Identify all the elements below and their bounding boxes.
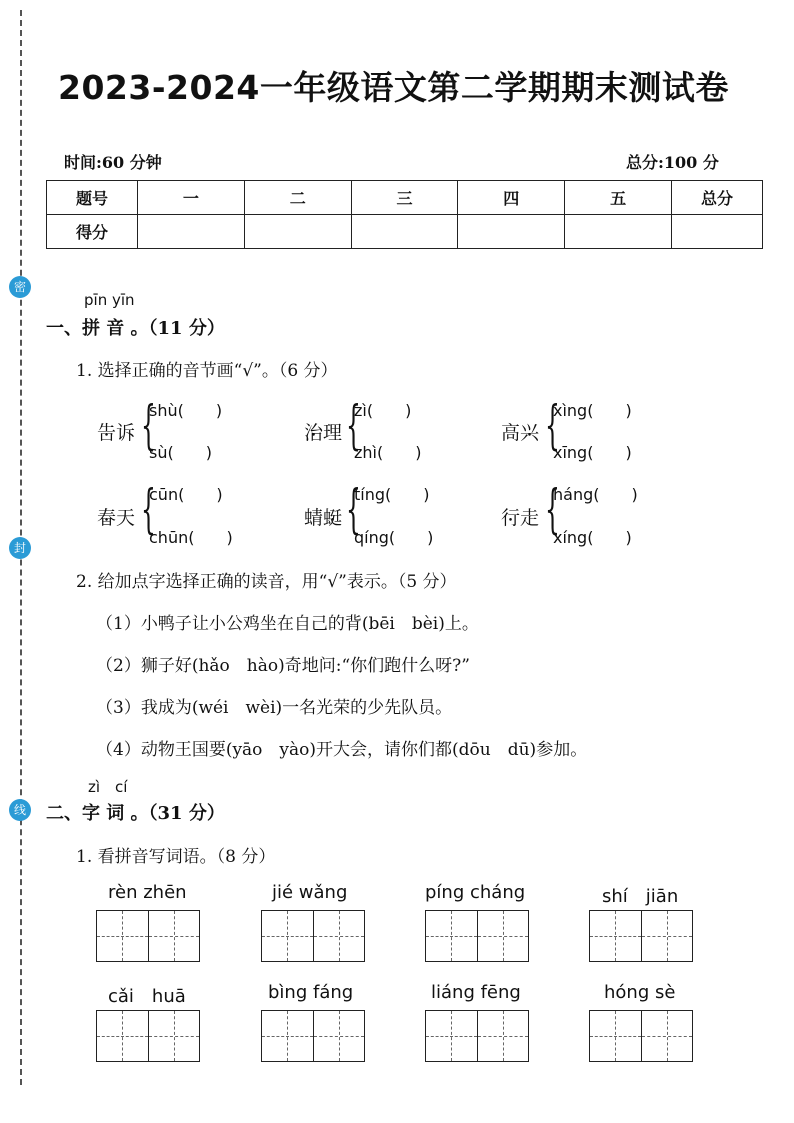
section1-ruby: pīn yīn — [84, 291, 135, 309]
pinyin-prompt: jié wǎng — [272, 882, 348, 903]
pinyin-option[interactable]: qíng( ) — [354, 528, 434, 547]
pinyin-prompt: píng cháng — [425, 882, 526, 903]
pinyin-prompt: hóng sè — [604, 982, 676, 1003]
score-header-cell: 题号 — [47, 181, 138, 215]
score-header-cell: 四 — [458, 181, 565, 215]
sentence-item[interactable]: （3）我成为(wéi wèi)一名光荣的少先队员。 — [96, 698, 453, 718]
brace-symbol: { — [346, 396, 361, 456]
writing-grid[interactable] — [589, 1010, 693, 1062]
seal-mark-mi: 密 — [9, 276, 31, 298]
pinyin-option[interactable]: xīng( ) — [553, 443, 632, 462]
brace-symbol: { — [346, 480, 361, 540]
choice-word: 高兴 • — [501, 418, 539, 445]
pinyin-option[interactable]: xìng( ) — [553, 401, 632, 420]
writing-grid[interactable] — [589, 910, 693, 962]
score-header-cell: 五 — [565, 181, 672, 215]
pinyin-prompt: cǎi huā — [108, 986, 186, 1007]
sentence-item[interactable]: （1）小鸭子让小公鸡坐在自己的背(bēi bèi)上。 — [96, 614, 479, 634]
writing-grid[interactable] — [425, 910, 529, 962]
seal-mark-xian: 线 — [9, 799, 31, 821]
section2-heading: 二、字 词 。（31 分） — [46, 803, 225, 824]
sentence-item[interactable]: （2）狮子好(hǎo hào)奇地问:“你们跑什么呀?” — [96, 656, 470, 676]
score-table — [46, 180, 763, 249]
brace-symbol: { — [141, 396, 156, 456]
pinyin-option[interactable]: tíng( ) — [354, 485, 430, 504]
writing-grid[interactable] — [425, 1010, 529, 1062]
writing-grid[interactable] — [96, 910, 200, 962]
choice-word: 蜻蜓 • — [304, 503, 342, 530]
score-row-label: 得分 — [47, 215, 138, 249]
choice-word: 治 •理 — [304, 418, 342, 445]
pinyin-option[interactable]: cūn( ) — [149, 485, 223, 504]
pinyin-prompt: bìng fáng — [268, 982, 354, 1003]
brace-symbol: { — [545, 480, 560, 540]
score-input-cell[interactable] — [565, 215, 672, 249]
section2-q1: 1. 看拼音写词语。（8 分） — [76, 847, 276, 867]
score-header-cell: 总分 — [672, 181, 763, 215]
pinyin-prompt: rèn zhēn — [108, 882, 187, 903]
choice-word: 春 •天 — [97, 503, 135, 530]
exam-time: 时间:60 分钟 — [64, 153, 162, 172]
section1-q2: 2. 给加点字选择正确的读音，用“√”表示。（5 分） — [76, 572, 457, 592]
pinyin-option[interactable]: sù( ) — [149, 443, 212, 462]
exam-total: 总分:100 分 — [626, 153, 719, 172]
brace-symbol: { — [545, 396, 560, 456]
score-table-row — [47, 215, 763, 249]
pinyin-option[interactable]: zhì( ) — [354, 443, 422, 462]
score-input-cell[interactable] — [672, 215, 763, 249]
seal-mark-feng: 封 — [9, 537, 31, 559]
pinyin-option[interactable]: zì( ) — [354, 401, 412, 420]
score-input-cell[interactable] — [458, 215, 565, 249]
page-title: 2023-2024一年级语文第二学期期末测试卷 — [58, 68, 729, 107]
pinyin-prompt: shí jiān — [602, 886, 679, 907]
score-input-cell[interactable] — [244, 215, 351, 249]
section1-heading: 一、拼 音 。（11 分） — [46, 318, 225, 339]
writing-grid[interactable] — [261, 1010, 365, 1062]
choice-word: 告 •诉 — [97, 418, 135, 445]
section2-ruby: zì cí — [88, 778, 128, 796]
pinyin-prompt: liáng fēng — [431, 982, 521, 1003]
score-header-cell: 二 — [244, 181, 351, 215]
pinyin-option[interactable]: shù( ) — [149, 401, 223, 420]
pinyin-option[interactable]: chūn( ) — [149, 528, 233, 547]
writing-grid[interactable] — [261, 910, 365, 962]
score-table-header — [47, 181, 763, 215]
score-input-cell[interactable] — [138, 215, 245, 249]
sentence-item[interactable]: （4）动物王国要(yāo yào)开大会，请你们都(dōu dū)参加。 — [96, 740, 588, 760]
choice-word: 行 •走 — [501, 503, 539, 530]
pinyin-option[interactable]: háng( ) — [553, 485, 638, 504]
score-input-cell[interactable] — [351, 215, 458, 249]
pinyin-option[interactable]: xíng( ) — [553, 528, 632, 547]
score-header-cell: 一 — [138, 181, 245, 215]
brace-symbol: { — [141, 480, 156, 540]
score-header-cell: 三 — [351, 181, 458, 215]
section1-q1: 1. 选择正确的音节画“√”。（6 分） — [76, 361, 338, 381]
writing-grid[interactable] — [96, 1010, 200, 1062]
